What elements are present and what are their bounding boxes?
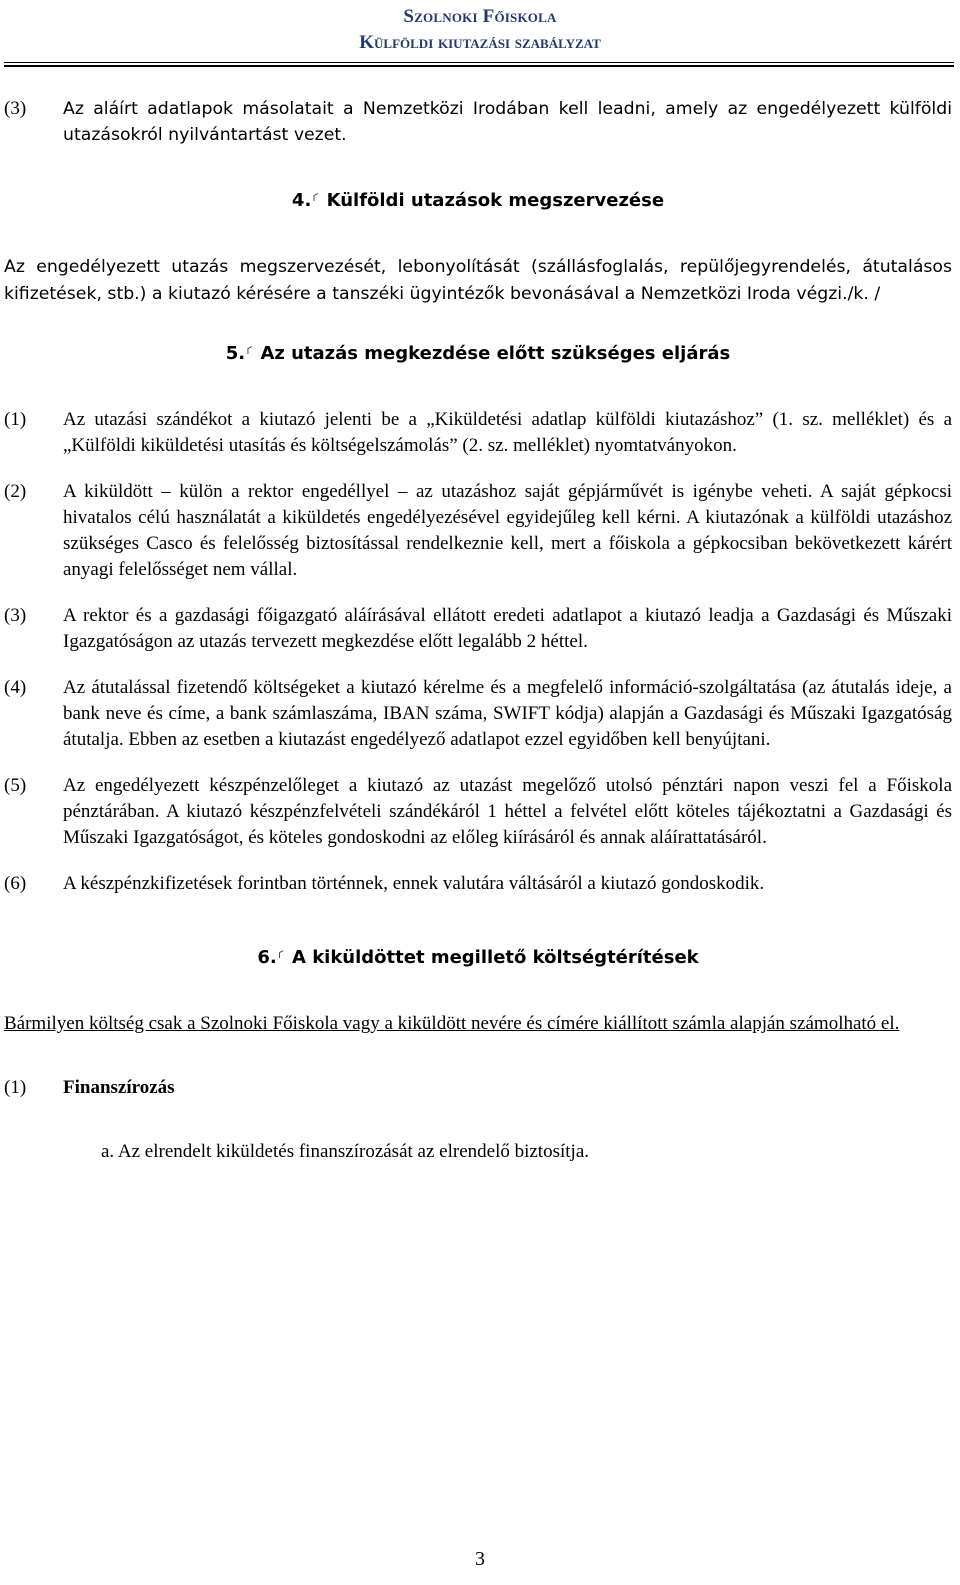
section-number: 6.: [257, 947, 277, 968]
section-5-item-3: [4, 603, 952, 655]
section-5-item-1: [4, 407, 952, 459]
section-5-item-4: [4, 675, 952, 753]
item-title: Finanszírozás: [63, 1077, 175, 1098]
section-4-heading: [4, 188, 952, 214]
section-title: Az utazás megkezdése előtt szükséges eljárás: [260, 343, 731, 364]
item-text: A rektor és a gazdasági főigazgató aláírásával ellátott eredeti adatlapot a kiutazó leadja a Gazdasági és Műszaki Igazgatóságon az utazás tervezett megkezdése előtt legalább 2 héttel.: [63, 605, 952, 652]
paragraph-text: Az aláírt adatlapok másolatait a Nemzetközi Irodában kell leadni, amely az engedélyezett külföldi utazásokról nyilvántartást vezet.: [63, 99, 952, 145]
section-6-heading: [4, 945, 952, 971]
item-text: Az átutalással fizetendő költségeket a kiutazó kérelme és a megfelelő információ-szolgáltatása (az átutalás ideje, a bank neve és címe, a bank számlaszáma, IBAN száma, SWIFT kódja) alapján a Gazdasági és Műszaki Igazgatóság átutalja. Ebben az esetben a kiutazást engedélyező adatlapot ezzel egyidőben kell benyújtani.: [63, 677, 952, 750]
item-text: A készpénzkifizetések forintban történnek, ennek valutára váltásáról a kiutazó gondoskodik.: [63, 873, 765, 894]
page-content: [4, 96, 952, 1165]
header-rule-thick: [4, 65, 954, 67]
section-5-item-6: [4, 871, 952, 897]
paragraph-3-prev: [4, 96, 952, 148]
item-number: (1): [4, 1077, 27, 1098]
page-header: [0, 4, 960, 56]
section-number: 5.: [225, 343, 246, 364]
item-text: A kiküldött – külön a rektor engedéllyel – az utazáshoz saját gépjárművét is igénybe veheti. A saját gépkocsi hivatalos célú használatát a kiküldetés engedélyezésével egyidejűleg kell kérni. A kiutazónak a külföldi utazáshoz szükséges Casco és felelősség biztosítással rendelkeznie kell, mert a főiskola a gépkocsiban bekövetkezett kárért anyagi felelősséget nem vállal.: [63, 481, 952, 580]
section-6-underlined-text: Bármilyen költség csak a Szolnoki Főiskola vagy a kiküldött nevére és címére kiállított számla alapján számolható el.: [4, 1013, 900, 1034]
item-number: (2): [4, 481, 27, 502]
revision-mark-icon: ⸂: [311, 190, 321, 211]
item-text: Az engedélyezett készpénzelőleget a kiutazó az utazást megelőző utolsó pénztári napon veszi fel a Főiskola pénztárában. A kiutazó készpénzfelvételi szándékáról 1 héttel a felvétel előtt köteles tájékoztatni a Gazdasági és Műszaki Igazgatóságot, és köteles gondoskodni az előleg kiírásáról és annak aláírattatásáról.: [63, 775, 952, 848]
section-6-item-1: [4, 1075, 952, 1101]
item-text: Az utazási szándékot a kiutazó jelenti be a „Kiküldetési adatlap külföldi kiutazáshoz” (1. sz. melléklet) és a „Külföldi kiküldetési utasítás és költségelszámolás” (2. sz. melléklet) nyomtatványokon.: [63, 409, 952, 456]
section-title: Külföldi utazások megszervezése: [326, 190, 665, 211]
header-institution: Szolnoki Főiskola: [403, 6, 557, 27]
section-5-item-5: [4, 773, 952, 851]
section-5-item-2: [4, 479, 952, 583]
section-4-text: Az engedélyezett utazás megszervezését, lebonyolítását (szállásfoglalás, repülőjegyrendelés, átutalásos kifizetések, stb.) a kiutazó kérésére a tanszéki ügyintézők bevonásával a Nemzetközi Iroda végzi./k. /: [4, 257, 952, 304]
header-rule-thin: [4, 62, 954, 63]
item-number: (1): [4, 409, 27, 430]
section-6-subitem-a: a. Az elrendelt kiküldetés finanszírozását az elrendelő biztosítja.: [101, 1141, 589, 1162]
item-number: (6): [4, 873, 27, 894]
header-document-title: Külföldi kiutazási szabályzat: [359, 32, 601, 53]
section-number: 4.: [291, 190, 312, 211]
item-number: (3): [4, 605, 27, 626]
item-number: (5): [4, 775, 27, 796]
paragraph-number: (3): [4, 98, 27, 119]
section-5-heading: [4, 341, 952, 367]
page-number: 3: [475, 1548, 485, 1570]
revision-mark-icon: ⸂: [276, 947, 286, 968]
item-number: (4): [4, 677, 27, 698]
section-title: A kiküldöttet megillető költségtérítések: [292, 947, 699, 968]
revision-mark-icon: ⸂: [245, 343, 255, 364]
